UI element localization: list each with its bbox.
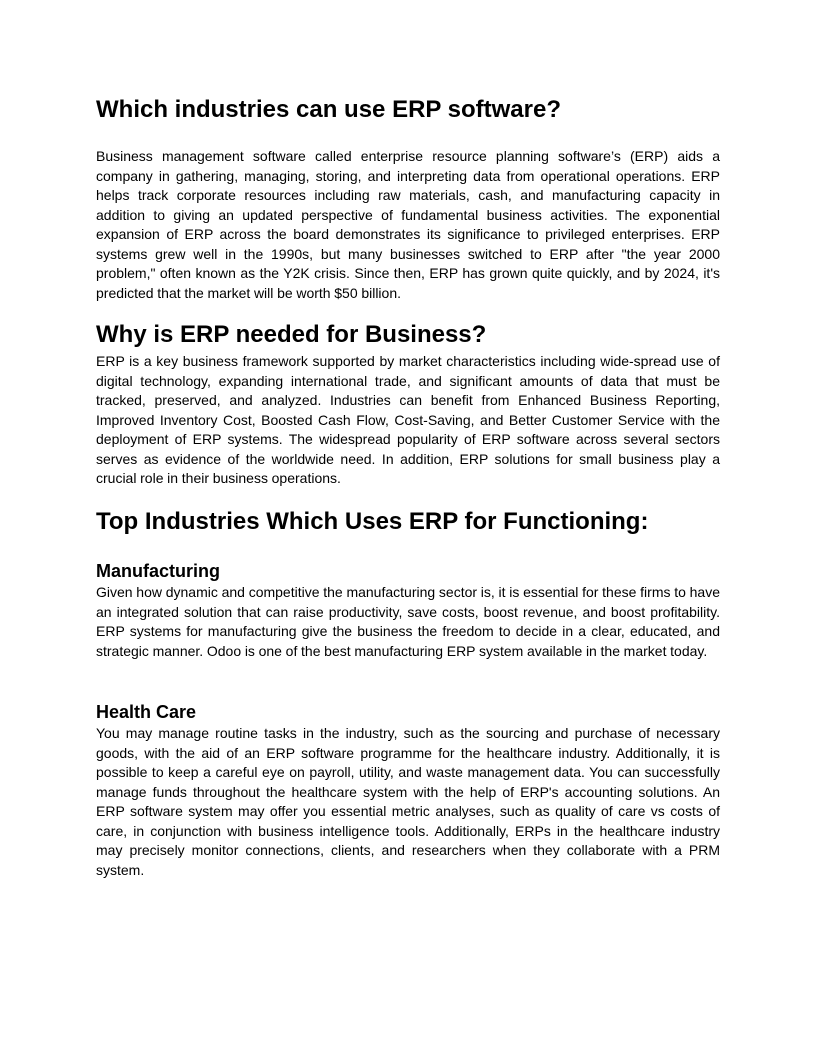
heading-top-industries: Top Industries Which Uses ERP for Functioning:: [96, 508, 649, 535]
paragraph-why-erp-needed: ERP is a key business framework supported by market characteristics including wide-spread use of digital technology, expanding international trade, and significant amounts of data that must be tracked, preserved, and analyzed. Industries can benefit from Enhanced Business Reporting, Improved Inventory Cost, Boosted Cash Flow, Cost-Saving, and Better Customer Service with the deployment of ERP systems. The widespread popularity of ERP software across several sectors serves as evidence of the worldwide need. In addition, ERP solutions for small business play a crucial role in their business operations.: [96, 353, 720, 486]
subheading-health-care: Health Care: [96, 702, 197, 722]
heading-why-erp-needed: Why is ERP needed for Business?: [96, 321, 487, 348]
paragraph-health-care: You may manage routine tasks in the industry, such as the sourcing and purchase of necessary goods, with the aid of an ERP software programme for the healthcare industry. Additionally, it is possible to keep a careful eye on payroll, utility, and waste management data. You can successfully manage funds throughout the healthcare system with the help of ERP's accounting solutions. An ERP software system may offer you essential metric analyses, such as quality of care vs costs of care, in conjunction with business intelligence tools. Additionally, ERPs in the healthcare industry may precisely monitor connections, clients, and researchers when they collaborate with a PRM system.: [96, 725, 720, 878]
heading-which-industries: Which industries can use ERP software?: [96, 96, 561, 123]
paragraph-manufacturing: Given how dynamic and competitive the manufacturing sector is, it is essential for these firms to have an integrated solution that can raise productivity, save costs, boost revenue, and boost profitability. ERP systems for manufacturing give the business the freedom to decide in a clear, educated, and strategic manner. Odoo is one of the best manufacturing ERP system available in the market today.: [96, 584, 720, 659]
paragraph-which-industries: Business management software called enterprise resource planning software’s (ERP) aids a company in gathering, managing, storing, and interpreting data from operational operations. ERP helps track corporate resources including raw materials, cash, and manufacturing capacity in addition to giving an updated perspective of fundamental business activities. The exponential expansion of ERP across the board demonstrates its significance to privileged enterprises. ERP systems grew well in the 1990s, but many businesses switched to ERP after "the year 2000 problem," often known as the Y2K crisis. Since then, ERP has grown quite quickly, and by 2024, it's predicted that the market will be worth $50 billion.: [96, 148, 720, 301]
subheading-manufacturing: Manufacturing: [96, 561, 220, 581]
